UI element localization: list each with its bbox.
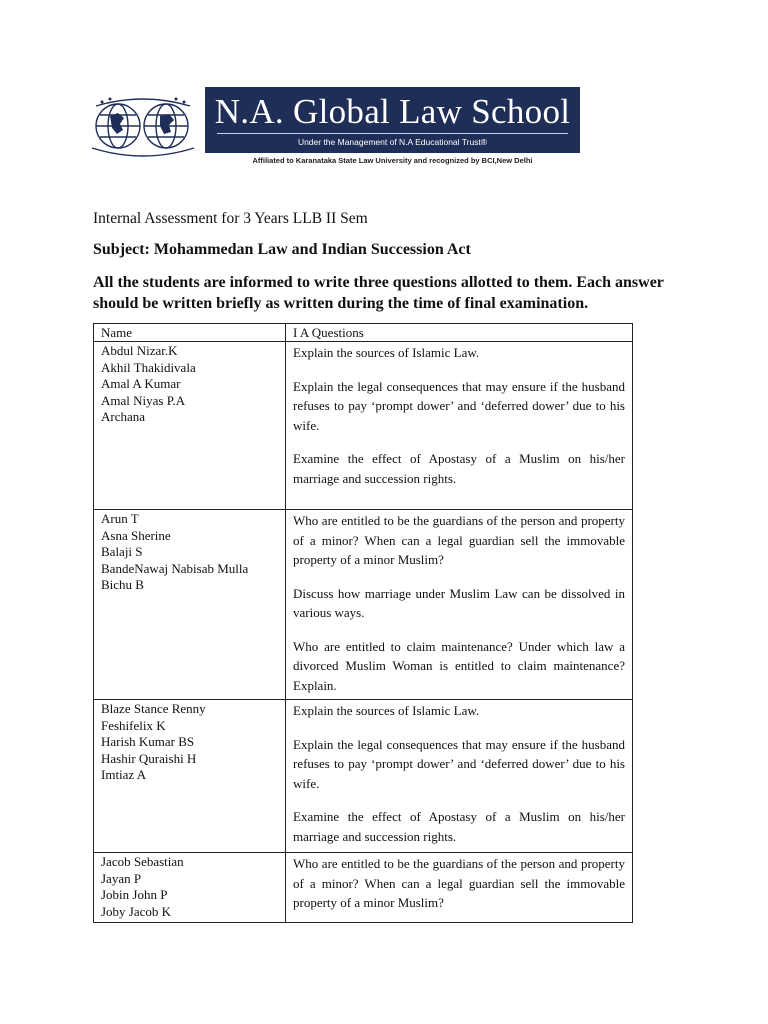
student-name: Asna Sherine [101, 527, 171, 543]
question-text: Explain the sources of Islamic Law. [293, 345, 480, 360]
student-name: Archana [101, 409, 146, 424]
question-text: Discuss how marriage under Muslim Law can be dissolved in various ways. [293, 585, 625, 620]
questions-cell [286, 342, 633, 510]
student-name: Imtiaz A [101, 767, 147, 782]
table-row [94, 853, 633, 923]
student-name: Hashir Quraishi H [101, 750, 197, 766]
student-name: Jacob Sebastian [101, 854, 184, 869]
question-text: Explain the sources of Islamic Law. [293, 703, 480, 718]
question-text: Who are entitled to be the guardians of the person and property of a minor? When can a legal guardian sell the immovable property of a minor Muslim? [293, 513, 625, 567]
header-questions: I A Questions [286, 324, 633, 342]
assessment-title: Internal Assessment for 3 Years LLB II Sem [93, 210, 368, 227]
header-name: Name [94, 324, 286, 342]
management-line: Under the Management of N.A Educational Trust® [297, 137, 488, 147]
student-name: Abdul Nizar.K [101, 343, 178, 358]
student-name: Arun T [101, 511, 139, 526]
student-name: Bichu B [101, 577, 144, 592]
school-emblem-logo [88, 94, 198, 158]
student-name: Jayan P [101, 870, 142, 886]
student-name: Jobin John P [101, 887, 168, 902]
student-names-cell [94, 510, 286, 700]
subject-heading: Subject: Mohammedan Law and Indian Succession Act [93, 241, 471, 258]
banner-divider [217, 133, 568, 134]
question-text: Examine the effect of Apostasy of a Muslim on his/her marriage and succession rights. [293, 809, 625, 844]
table-row [94, 510, 633, 700]
question-text: Explain the legal consequences that may ensure if the husband refuses to pay ‘prompt dower’ and ‘deferred dower’ due to his wife. [293, 378, 625, 433]
question-text: Who are entitled to be the guardians of the person and property of a minor? When can a legal guardian sell the immovable property of a minor Muslim? [293, 856, 625, 910]
questions-cell [286, 700, 633, 853]
table-header-row [94, 324, 633, 342]
school-name-banner [205, 87, 580, 153]
affiliation-line: Affiliated to Karanataka State Law University and recognized by BCI,New Delhi [252, 156, 533, 165]
question-text: Who are entitled to claim maintenance? Under which law a divorced Muslim Woman is entitled to claim maintenance? Explain. [293, 638, 625, 693]
student-name: Balaji S [101, 544, 143, 559]
student-name: Akhil Thakidivala [101, 359, 196, 375]
letterhead [0, 0, 768, 180]
student-name: Harish Kumar BS [101, 734, 195, 749]
student-name: Joby Jacob K [101, 903, 172, 919]
questions-cell [286, 853, 633, 923]
table-row [94, 342, 633, 510]
question-allocation-table [93, 323, 633, 923]
student-names-cell [94, 853, 286, 923]
student-name: Amal Niyas P.A [101, 392, 186, 408]
question-text: Examine the effect of Apostasy of a Muslim on his/her marriage and succession rights. [293, 451, 625, 486]
questions-cell [286, 510, 633, 700]
question-allocation-table-wrapper [93, 323, 633, 923]
student-name: BandeNawaj Nabisab Mulla [101, 560, 249, 576]
student-names-cell [94, 700, 286, 853]
table-row [94, 700, 633, 853]
school-name: N.A. Global Law School [214, 92, 571, 131]
student-name: Feshifelix K [101, 717, 166, 733]
student-names-cell [94, 342, 286, 510]
instruction-notice: All the students are informed to write three questions allotted to them. Each answer should be written briefly as written during the time of final examination. [93, 274, 664, 312]
student-name: Amal A Kumar [101, 376, 181, 391]
question-text: Explain the legal consequences that may ensure if the husband refuses to pay ‘prompt dower’ and ‘deferred dower’ due to his wife. [293, 736, 625, 791]
student-name: Blaze Stance Renny [101, 701, 206, 716]
